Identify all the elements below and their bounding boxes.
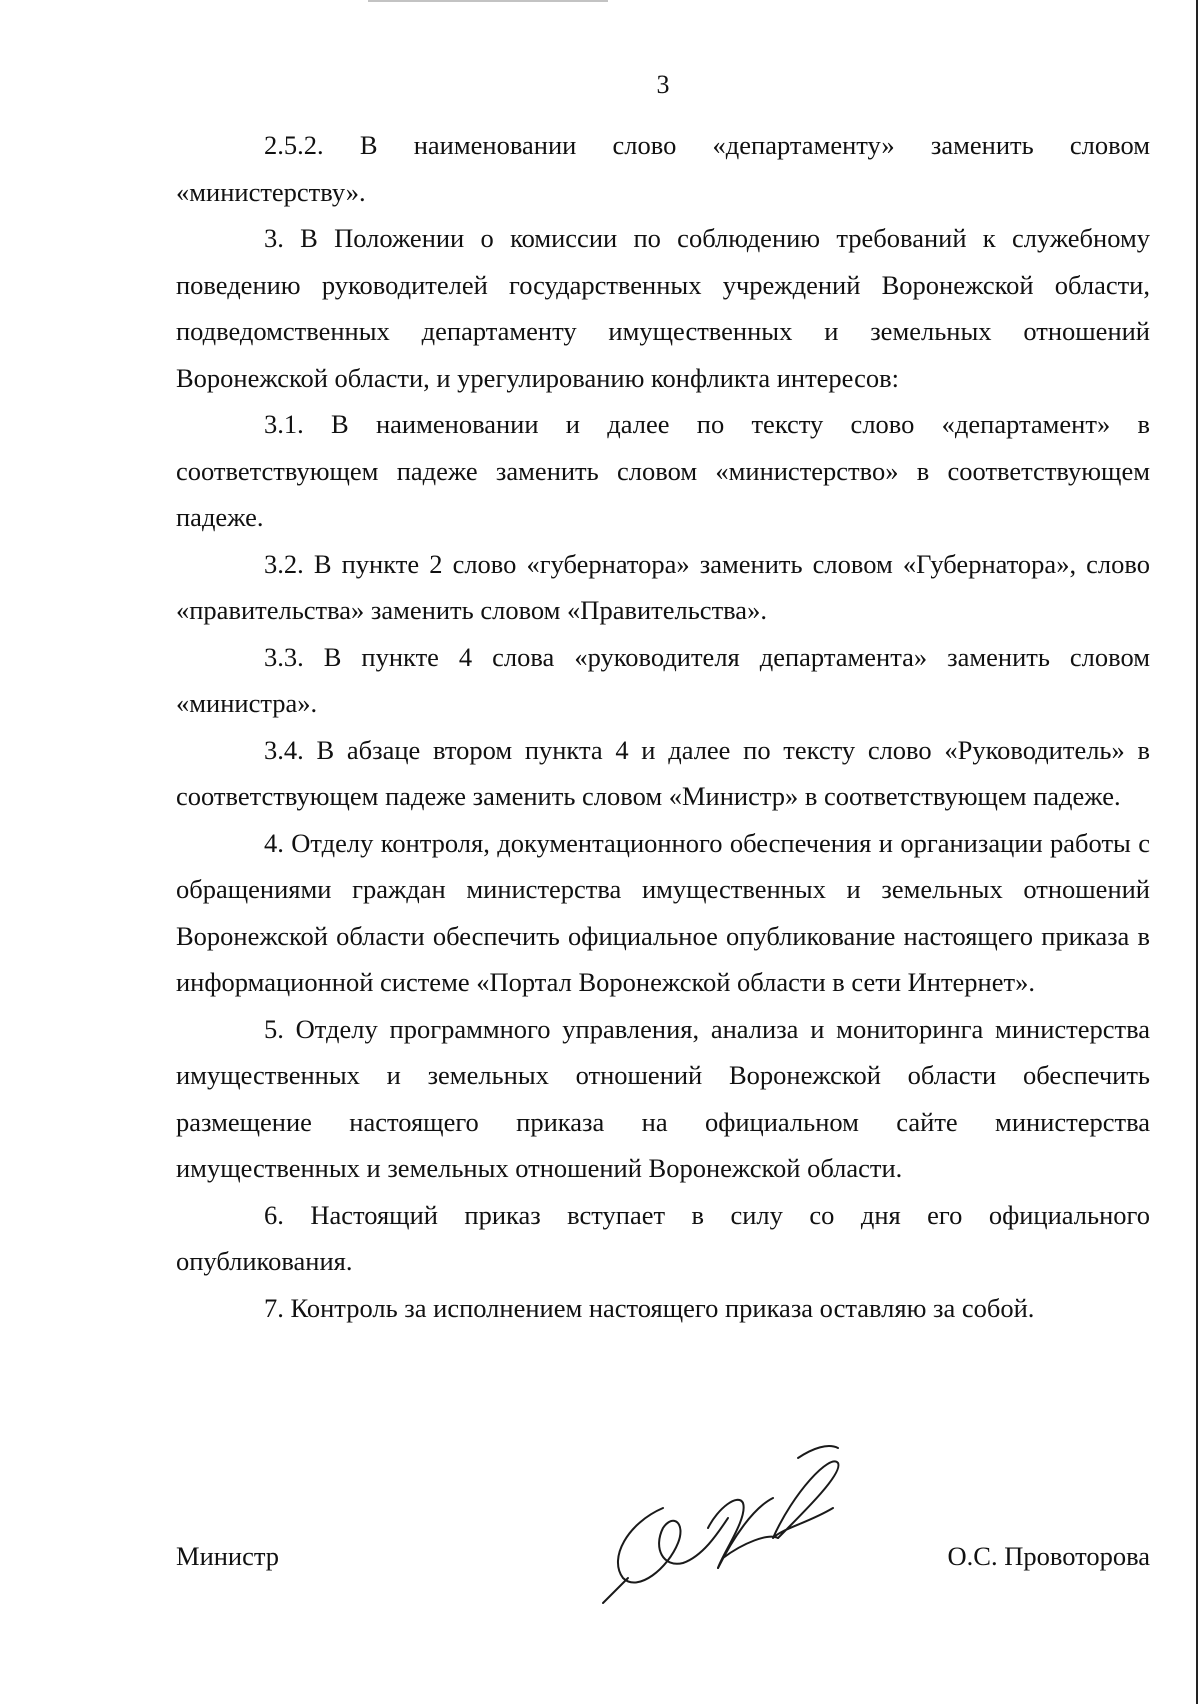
page-number: 3 (656, 70, 670, 99)
paragraph-3-3: 3.3. В пункте 4 слова «руководителя департамента» заменить словом «министра». (176, 641, 1150, 718)
document-body (176, 122, 1150, 1331)
scan-edge-right (1196, 0, 1198, 1704)
handwritten-signature (568, 1438, 868, 1608)
paragraph-7: 7. Контроль за исполнением настоящего приказа оставляю за собой. (264, 1292, 1035, 1323)
paragraph-2-5-2: 2.5.2. В наименовании слово «департаменту» заменить словом «министерству». (176, 130, 1150, 207)
paragraph-3-2: 3.2. В пункте 2 слово «губернатора» заменить словом «Губернатора», слово «правительства» заменить словом «Правительства». (176, 548, 1150, 625)
paragraph-5: 5. Отделу программного управления, анализа и мониторинга министерства имущественных и земельных отношений Воронежской области обеспечить размещение настоящего приказа на официальном сайте министерства имущественных и земельных отношений Воронежской области. (176, 1013, 1150, 1183)
paragraph-3-1: 3.1. В наименовании и далее по тексту слово «департамент» в соответствующем падеже заменить словом «министерство» в соответствующем падеже. (176, 409, 1150, 532)
signature-block (176, 1488, 1150, 1638)
paragraph-4: 4. Отделу контроля, документационного обеспечения и организации работы с обращениями граждан министерства имущественных и земельных отношений Воронежской области обеспечить официальное опубликование настоящего приказа в информационной системе «Портал Воронежской области в сети Интернет». (176, 827, 1150, 997)
signatory-title: Министр (176, 1541, 280, 1571)
paragraph-3: 3. В Положении о комиссии по соблюдению требований к служебному поведению руководителей государственных учреждений Воронежской области, подведомственных департаменту имущественных и земельных отношений Воронежской области, и урегулированию конфликта интересов: (176, 223, 1150, 393)
paragraph-6: 6. Настоящий приказ вступает в силу со дня его официального опубликования. (176, 1199, 1150, 1276)
scan-edge-top (368, 0, 608, 2)
paragraph-3-4: 3.4. В абзаце втором пункта 4 и далее по тексту слово «Руководитель» в соответствующем падеже заменить словом «Министр» в соответствующем падеже. (176, 734, 1150, 811)
signatory-name: О.С. Провоторова (947, 1541, 1150, 1571)
